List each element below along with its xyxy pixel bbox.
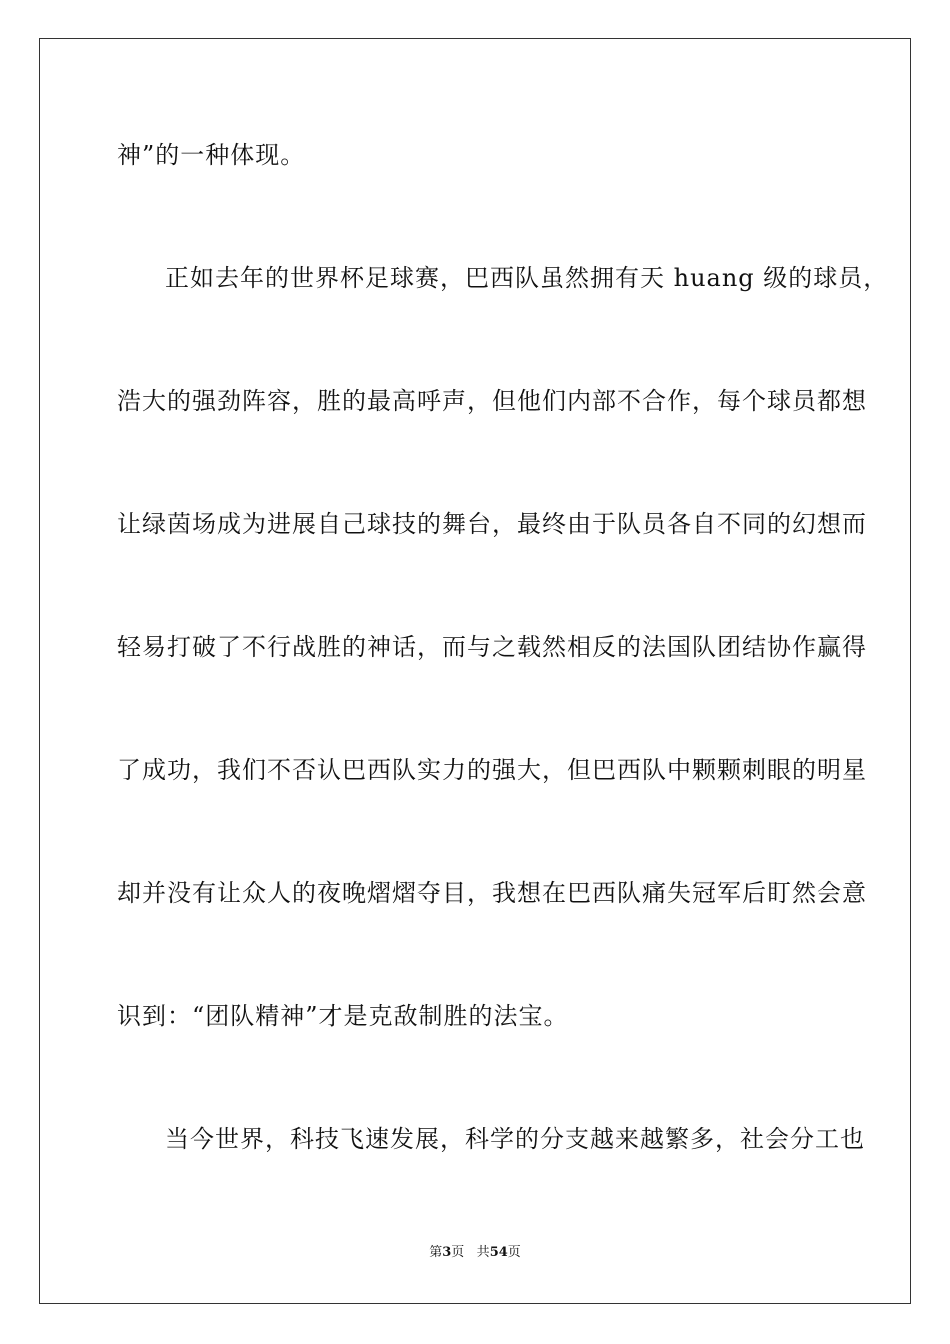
text-line-4: 让绿茵场成为进展自己球技的舞台，最终由于队员各自不同的幻想而 (117, 510, 867, 538)
page-number: 3 (442, 1245, 452, 1260)
page-border (39, 38, 911, 1304)
page-unit: 页 (451, 1245, 465, 1260)
text-line-8: 识到：“团队精神”才是克敌制胜的法宝。 (117, 1002, 569, 1030)
text-line-6: 了成功，我们不否认巴西队实力的强大，但巴西队中颗颗刺眼的明星 (117, 756, 867, 784)
total-unit: 页 (507, 1245, 521, 1260)
page-footer (0, 1244, 950, 1262)
text-line-5: 轻易打破了不行战胜的神话，而与之载然相反的法国队团结协作赢得 (117, 633, 867, 661)
text-line-7: 却并没有让众人的夜晚熠熠夺目，我想在巴西队痛失冠军后盯然会意 (117, 879, 867, 907)
text-line-1: 神”的一种体现。 (117, 141, 306, 169)
page-prefix: 第 (429, 1245, 443, 1260)
text-line-9: 当今世界，科技飞速发展，科学的分支越来越繁多，社会分工也 (165, 1125, 865, 1153)
text-line-2: 正如去年的世界杯足球赛，巴西队虽然拥有天 huang 级的球员， (165, 264, 889, 292)
text-line-3: 浩大的强劲阵容，胜的最高呼声，但他们内部不合作，每个球员都想 (117, 387, 867, 415)
total-prefix: 共 (476, 1245, 490, 1260)
total-pages: 54 (489, 1245, 508, 1260)
